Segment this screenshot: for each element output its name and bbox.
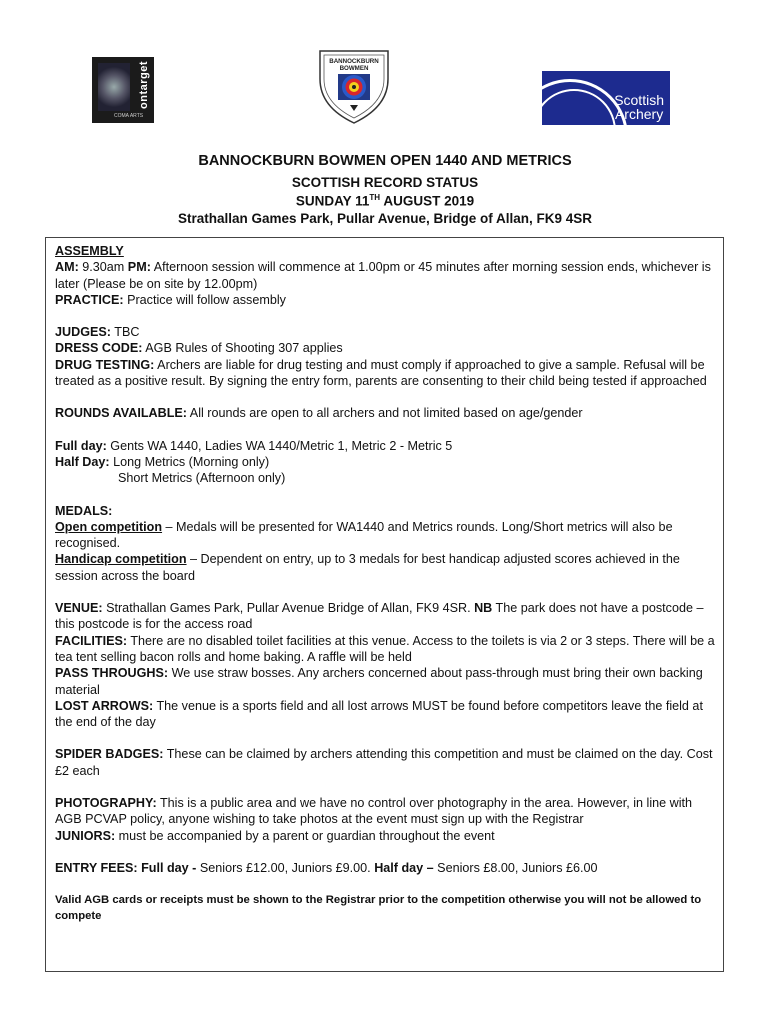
ontarget-logo-subtext: COMA ARTS <box>114 113 144 119</box>
photo-section: PHOTOGRAPHY: This is a public area and we have no control over photography in the area. However, in line with AGB PCVAP policy, anyone wishing to take photos at the event must sign up with the Registrar JUNIORS: must be accompanied by a parent or guardian throughout the event <box>55 796 693 843</box>
club-logo-text-2: BOWMEN <box>339 65 369 72</box>
details-content <box>55 243 720 940</box>
document-title: BANNOCKBURN BOWMEN OPEN 1440 AND METRICS <box>198 153 572 169</box>
rules-section: JUDGES: TBC DRESS CODE: AGB Rules of Shooting 307 applies DRUG TESTING: Archers are liable for drug testing and must comply if approached to give a sample. Refusal will be treated as a positive result. By signing the entry form, parents are consenting to their child being tested if approached <box>55 325 707 389</box>
venue-section: VENUE: Strathallan Games Park, Pullar Avenue Bridge of Allan, FK9 4SR. NB The park does not have a postcode – this postcode is for the access road FACILITIES: There are no disabled toilet facilities at this venue. Access to the toilets is via 2 or 3 steps. There will be a tea tent selling bacon rolls and home baking. A raffle will be held PASS THROUGHS: We use straw bosses. Any archers concerned about pass-through must bring their own backing material LOST ARROWS: The venue is a sports field and all lost arrows MUST be found before competitors leave the field at the end of the day <box>55 601 715 730</box>
sa-logo-text-2: Archery <box>614 106 664 122</box>
scottish-archery-logo <box>542 71 670 125</box>
valid-cards-notice: Valid AGB cards or receipts must be shown to the Registrar prior to the competition otherwise you will not be allowed to compete <box>55 894 702 923</box>
bannockburn-bowmen-logo <box>314 45 394 125</box>
medals-section: MEDALS: Open competition – Medals will be presented for WA1440 and Metrics rounds. Long/Short metrics will also be recognised. Handicap competition – Dependent on entry, up to 3 medals for best handicap adjusted scores achieved in the session across the board <box>55 503 680 583</box>
ontarget-target-image <box>98 63 130 111</box>
sa-logo-text-1: Scottish <box>614 92 664 108</box>
assembly-section: ASSEMBLY AM: 9.30am PM: Afternoon session will commence at 1.00pm or 45 minutes after morning session ends, whichever is later (Please be on site by 12.00pm) PRACTICE: Practice will follow assembly <box>55 244 711 307</box>
spider-section: SPIDER BADGES: These can be claimed by archers attending this competition and must be claimed on the day. Cost £2 each <box>55 747 713 778</box>
ontarget-logo-text: ontarget <box>138 61 150 109</box>
ontarget-logo <box>92 57 154 123</box>
event-date: SUNDAY 11TH AUGUST 2019 <box>295 193 475 209</box>
fees-section: ENTRY FEES: Full day - Seniors £12.00, Juniors £9.00. Half day – Seniors £8.00, Juniors £6.00 <box>55 860 598 875</box>
club-logo-text-1: BANNOCKBURN <box>329 58 379 65</box>
days-section: Full day: Gents WA 1440, Ladies WA 1440/Metric 1, Metric 2 - Metric 5 Half Day: Long Metrics (Morning only) Short Metrics (Afternoon only) <box>55 438 453 486</box>
record-status: SCOTTISH RECORD STATUS <box>291 175 479 190</box>
rounds-section: ROUNDS AVAILABLE: All rounds are open to all archers and not limited based on age/gender <box>55 406 583 421</box>
event-venue: Strathallan Games Park, Pullar Avenue, Bridge of Allan, FK9 4SR <box>177 211 593 226</box>
